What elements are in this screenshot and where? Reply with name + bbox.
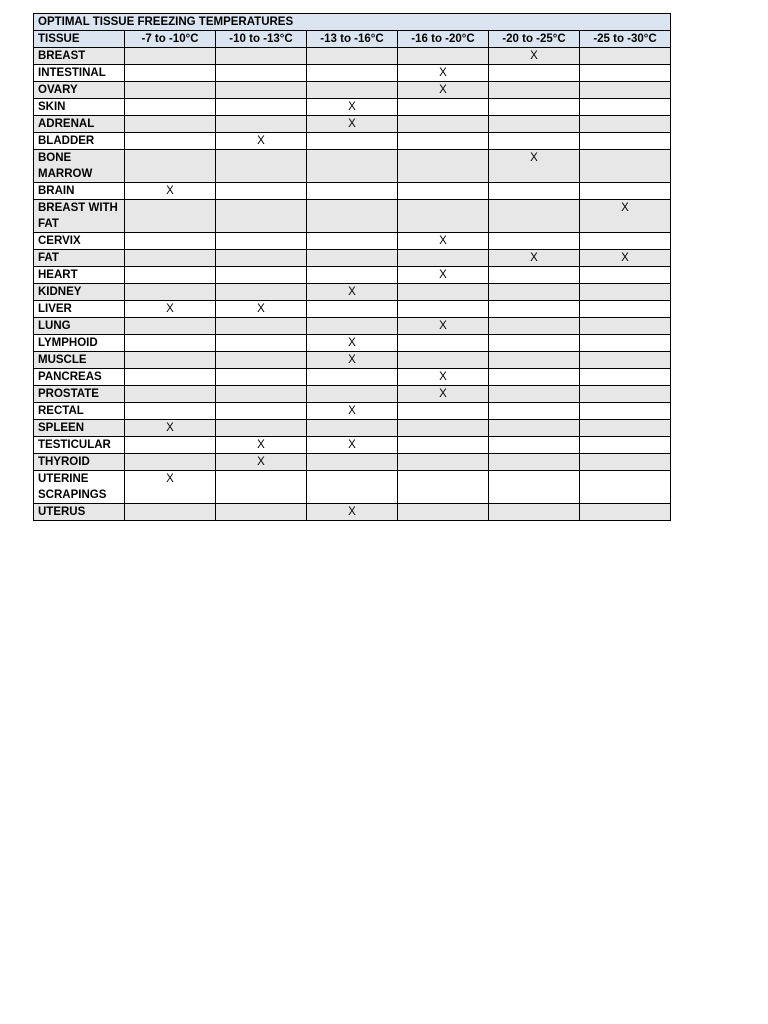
table-row — [34, 504, 671, 521]
temperature-mark-cell — [398, 200, 489, 233]
temperature-mark-cell: X — [398, 267, 489, 284]
temperature-mark-cell — [216, 420, 307, 437]
temperature-mark-cell — [216, 183, 307, 200]
tissue-name-cell: LIVER — [34, 301, 125, 318]
table-row — [34, 403, 671, 420]
temperature-mark-cell — [580, 369, 671, 386]
table-row — [34, 82, 671, 99]
table-title: OPTIMAL TISSUE FREEZING TEMPERATURES — [34, 14, 671, 31]
tissue-name-cell: BLADDER — [34, 133, 125, 150]
temperature-mark-cell: X — [307, 403, 398, 420]
tissue-name-cell: RECTAL — [34, 403, 125, 420]
temperature-mark-cell: X — [307, 504, 398, 521]
table-row — [34, 352, 671, 369]
temperature-mark-cell: X — [489, 250, 580, 267]
temperature-mark-cell — [580, 420, 671, 437]
table-row — [34, 267, 671, 284]
temperature-mark-cell — [216, 284, 307, 301]
temperature-mark-cell — [216, 99, 307, 116]
temperature-mark-cell: X — [307, 335, 398, 352]
temperature-mark-cell — [398, 437, 489, 454]
temperature-mark-cell — [580, 65, 671, 82]
temperature-mark-cell — [125, 352, 216, 369]
table-row — [34, 420, 671, 437]
temperature-mark-cell — [125, 284, 216, 301]
tissue-name-cell: PANCREAS — [34, 369, 125, 386]
temperature-mark-cell — [125, 65, 216, 82]
temperature-mark-cell — [489, 116, 580, 133]
temperature-mark-cell — [307, 150, 398, 183]
table-row — [34, 65, 671, 82]
temperature-mark-cell — [489, 420, 580, 437]
temperature-mark-cell — [489, 284, 580, 301]
temperature-mark-cell: X — [307, 99, 398, 116]
temperature-mark-cell — [307, 318, 398, 335]
temperature-mark-cell — [125, 250, 216, 267]
temperature-mark-cell — [125, 48, 216, 65]
temperature-mark-cell — [489, 403, 580, 420]
tissue-name-cell: SPLEEN — [34, 420, 125, 437]
temperature-mark-cell — [125, 504, 216, 521]
table-row — [34, 454, 671, 471]
tissue-name-cell: MUSCLE — [34, 352, 125, 369]
temperature-mark-cell — [216, 386, 307, 403]
temperature-mark-cell: X — [489, 150, 580, 183]
temperature-mark-cell — [216, 150, 307, 183]
temperature-mark-cell — [125, 233, 216, 250]
temperature-mark-cell — [489, 369, 580, 386]
column-header-temp-4: -16 to -20°C — [398, 31, 489, 48]
temperature-mark-cell — [125, 150, 216, 183]
temperature-mark-cell — [580, 133, 671, 150]
temperature-mark-cell — [489, 233, 580, 250]
tissue-name-cell: BONE MARROW — [34, 150, 125, 183]
table-row — [34, 471, 671, 504]
temperature-mark-cell — [307, 454, 398, 471]
temperature-mark-cell — [489, 183, 580, 200]
temperature-mark-cell — [580, 335, 671, 352]
temperature-mark-cell — [580, 454, 671, 471]
temperature-mark-cell — [307, 420, 398, 437]
temperature-mark-cell — [489, 454, 580, 471]
temperature-mark-cell: X — [398, 65, 489, 82]
temperature-mark-cell: X — [216, 437, 307, 454]
temperature-mark-cell — [489, 504, 580, 521]
temperature-mark-cell — [398, 150, 489, 183]
tissue-name-cell: TESTICULAR — [34, 437, 125, 454]
temperature-mark-cell — [125, 318, 216, 335]
temperature-mark-cell — [125, 200, 216, 233]
tissue-name-cell: LYMPHOID — [34, 335, 125, 352]
temperature-mark-cell: X — [398, 82, 489, 99]
temperature-mark-cell — [489, 437, 580, 454]
temperature-mark-cell — [125, 335, 216, 352]
temperature-mark-cell — [398, 335, 489, 352]
column-header-temp-3: -13 to -16°C — [307, 31, 398, 48]
temperature-mark-cell — [489, 318, 580, 335]
temperature-mark-cell — [398, 301, 489, 318]
temperature-mark-cell — [216, 200, 307, 233]
temperature-mark-cell — [398, 471, 489, 504]
temperature-mark-cell — [216, 335, 307, 352]
temperature-mark-cell — [216, 65, 307, 82]
temperature-mark-cell — [398, 116, 489, 133]
temperature-mark-cell — [307, 48, 398, 65]
table-row — [34, 200, 671, 233]
temperature-mark-cell — [580, 471, 671, 504]
temperature-mark-cell — [307, 471, 398, 504]
temperature-mark-cell — [580, 318, 671, 335]
temperature-mark-cell — [580, 352, 671, 369]
temperature-mark-cell — [125, 403, 216, 420]
temperature-mark-cell: X — [125, 301, 216, 318]
tissue-name-cell: UTERUS — [34, 504, 125, 521]
temperature-mark-cell — [398, 504, 489, 521]
temperature-mark-cell: X — [580, 200, 671, 233]
column-header-temp-1: -7 to -10°C — [125, 31, 216, 48]
temperature-mark-cell — [489, 133, 580, 150]
temperature-mark-cell — [489, 267, 580, 284]
tissue-name-cell: INTESTINAL — [34, 65, 125, 82]
tissue-name-cell: OVARY — [34, 82, 125, 99]
table-row — [34, 133, 671, 150]
column-header-temp-6: -25 to -30°C — [580, 31, 671, 48]
tissue-name-cell: UTERINE SCRAPINGS — [34, 471, 125, 504]
temperature-mark-cell — [489, 65, 580, 82]
tissue-name-cell: CERVIX — [34, 233, 125, 250]
tissue-name-cell: LUNG — [34, 318, 125, 335]
table-row — [34, 437, 671, 454]
temperature-mark-cell — [216, 267, 307, 284]
temperature-mark-cell: X — [307, 437, 398, 454]
temperature-mark-cell — [125, 99, 216, 116]
temperature-mark-cell — [216, 250, 307, 267]
temperature-mark-cell: X — [398, 233, 489, 250]
temperature-mark-cell: X — [307, 352, 398, 369]
temperature-mark-cell — [398, 284, 489, 301]
temperature-mark-cell — [398, 183, 489, 200]
temperature-mark-cell — [216, 233, 307, 250]
temperature-mark-cell — [580, 386, 671, 403]
table-row — [34, 369, 671, 386]
temperature-mark-cell — [398, 99, 489, 116]
column-header-tissue: TISSUE — [34, 31, 125, 48]
temperature-mark-cell — [580, 116, 671, 133]
temperature-mark-cell — [580, 284, 671, 301]
freezing-temperature-table — [33, 13, 671, 521]
column-header-temp-2: -10 to -13°C — [216, 31, 307, 48]
temperature-mark-cell — [580, 82, 671, 99]
temperature-mark-cell: X — [307, 116, 398, 133]
temperature-mark-cell: X — [216, 133, 307, 150]
temperature-mark-cell — [125, 133, 216, 150]
table-row — [34, 250, 671, 267]
temperature-mark-cell — [216, 369, 307, 386]
tissue-name-cell: THYROID — [34, 454, 125, 471]
tissue-name-cell: BREAST — [34, 48, 125, 65]
temperature-mark-cell: X — [216, 454, 307, 471]
temperature-mark-cell — [580, 150, 671, 183]
table-body — [34, 48, 671, 521]
table-row — [34, 150, 671, 183]
temperature-mark-cell — [580, 403, 671, 420]
temperature-mark-cell — [489, 99, 580, 116]
temperature-mark-cell — [398, 352, 489, 369]
temperature-mark-cell — [216, 116, 307, 133]
temperature-mark-cell — [307, 267, 398, 284]
temperature-mark-cell — [125, 116, 216, 133]
temperature-mark-cell: X — [125, 183, 216, 200]
temperature-mark-cell — [489, 352, 580, 369]
temperature-mark-cell: X — [580, 250, 671, 267]
column-header-row — [34, 31, 671, 48]
tissue-name-cell: KIDNEY — [34, 284, 125, 301]
temperature-mark-cell — [307, 301, 398, 318]
table-row — [34, 116, 671, 133]
temperature-mark-cell: X — [216, 301, 307, 318]
tissue-name-cell: BRAIN — [34, 183, 125, 200]
table-row — [34, 99, 671, 116]
temperature-mark-cell: X — [398, 386, 489, 403]
temperature-mark-cell — [489, 386, 580, 403]
table-row — [34, 48, 671, 65]
temperature-mark-cell — [489, 335, 580, 352]
tissue-name-cell: PROSTATE — [34, 386, 125, 403]
tissue-name-cell: ADRENAL — [34, 116, 125, 133]
tissue-name-cell: HEART — [34, 267, 125, 284]
temperature-mark-cell — [216, 504, 307, 521]
temperature-mark-cell: X — [489, 48, 580, 65]
temperature-mark-cell — [489, 82, 580, 99]
temperature-mark-cell — [580, 267, 671, 284]
table-row — [34, 386, 671, 403]
temperature-mark-cell — [216, 82, 307, 99]
column-header-temp-5: -20 to -25°C — [489, 31, 580, 48]
temperature-mark-cell — [307, 65, 398, 82]
temperature-mark-cell — [580, 437, 671, 454]
temperature-mark-cell — [216, 471, 307, 504]
temperature-mark-cell — [580, 99, 671, 116]
temperature-mark-cell — [489, 301, 580, 318]
temperature-mark-cell — [125, 454, 216, 471]
temperature-mark-cell — [580, 183, 671, 200]
temperature-mark-cell: X — [398, 369, 489, 386]
temperature-mark-cell — [398, 250, 489, 267]
table-row — [34, 233, 671, 250]
temperature-mark-cell — [307, 82, 398, 99]
temperature-mark-cell — [580, 233, 671, 250]
temperature-mark-cell — [216, 48, 307, 65]
temperature-mark-cell — [398, 48, 489, 65]
table-row — [34, 335, 671, 352]
temperature-mark-cell — [580, 301, 671, 318]
temperature-mark-cell — [489, 200, 580, 233]
title-row — [34, 14, 671, 31]
temperature-mark-cell: X — [398, 318, 489, 335]
tissue-name-cell: FAT — [34, 250, 125, 267]
temperature-mark-cell: X — [125, 471, 216, 504]
temperature-mark-cell — [125, 369, 216, 386]
spreadsheet — [33, 13, 670, 521]
tissue-name-cell: BREAST WITH FAT — [34, 200, 125, 233]
temperature-mark-cell — [125, 386, 216, 403]
temperature-mark-cell: X — [125, 420, 216, 437]
temperature-mark-cell — [398, 454, 489, 471]
temperature-mark-cell — [398, 420, 489, 437]
temperature-mark-cell: X — [307, 284, 398, 301]
temperature-mark-cell — [125, 82, 216, 99]
temperature-mark-cell — [307, 133, 398, 150]
temperature-mark-cell — [216, 318, 307, 335]
temperature-mark-cell — [398, 403, 489, 420]
temperature-mark-cell — [216, 352, 307, 369]
temperature-mark-cell — [307, 386, 398, 403]
table-row — [34, 301, 671, 318]
table-row — [34, 318, 671, 335]
temperature-mark-cell — [307, 200, 398, 233]
tissue-name-cell: SKIN — [34, 99, 125, 116]
temperature-mark-cell — [125, 267, 216, 284]
temperature-mark-cell — [307, 233, 398, 250]
temperature-mark-cell — [307, 250, 398, 267]
temperature-mark-cell — [307, 369, 398, 386]
temperature-mark-cell — [125, 437, 216, 454]
temperature-mark-cell — [398, 133, 489, 150]
temperature-mark-cell — [216, 403, 307, 420]
temperature-mark-cell — [580, 48, 671, 65]
table-row — [34, 183, 671, 200]
temperature-mark-cell — [489, 471, 580, 504]
table-row — [34, 284, 671, 301]
temperature-mark-cell — [307, 183, 398, 200]
temperature-mark-cell — [580, 504, 671, 521]
